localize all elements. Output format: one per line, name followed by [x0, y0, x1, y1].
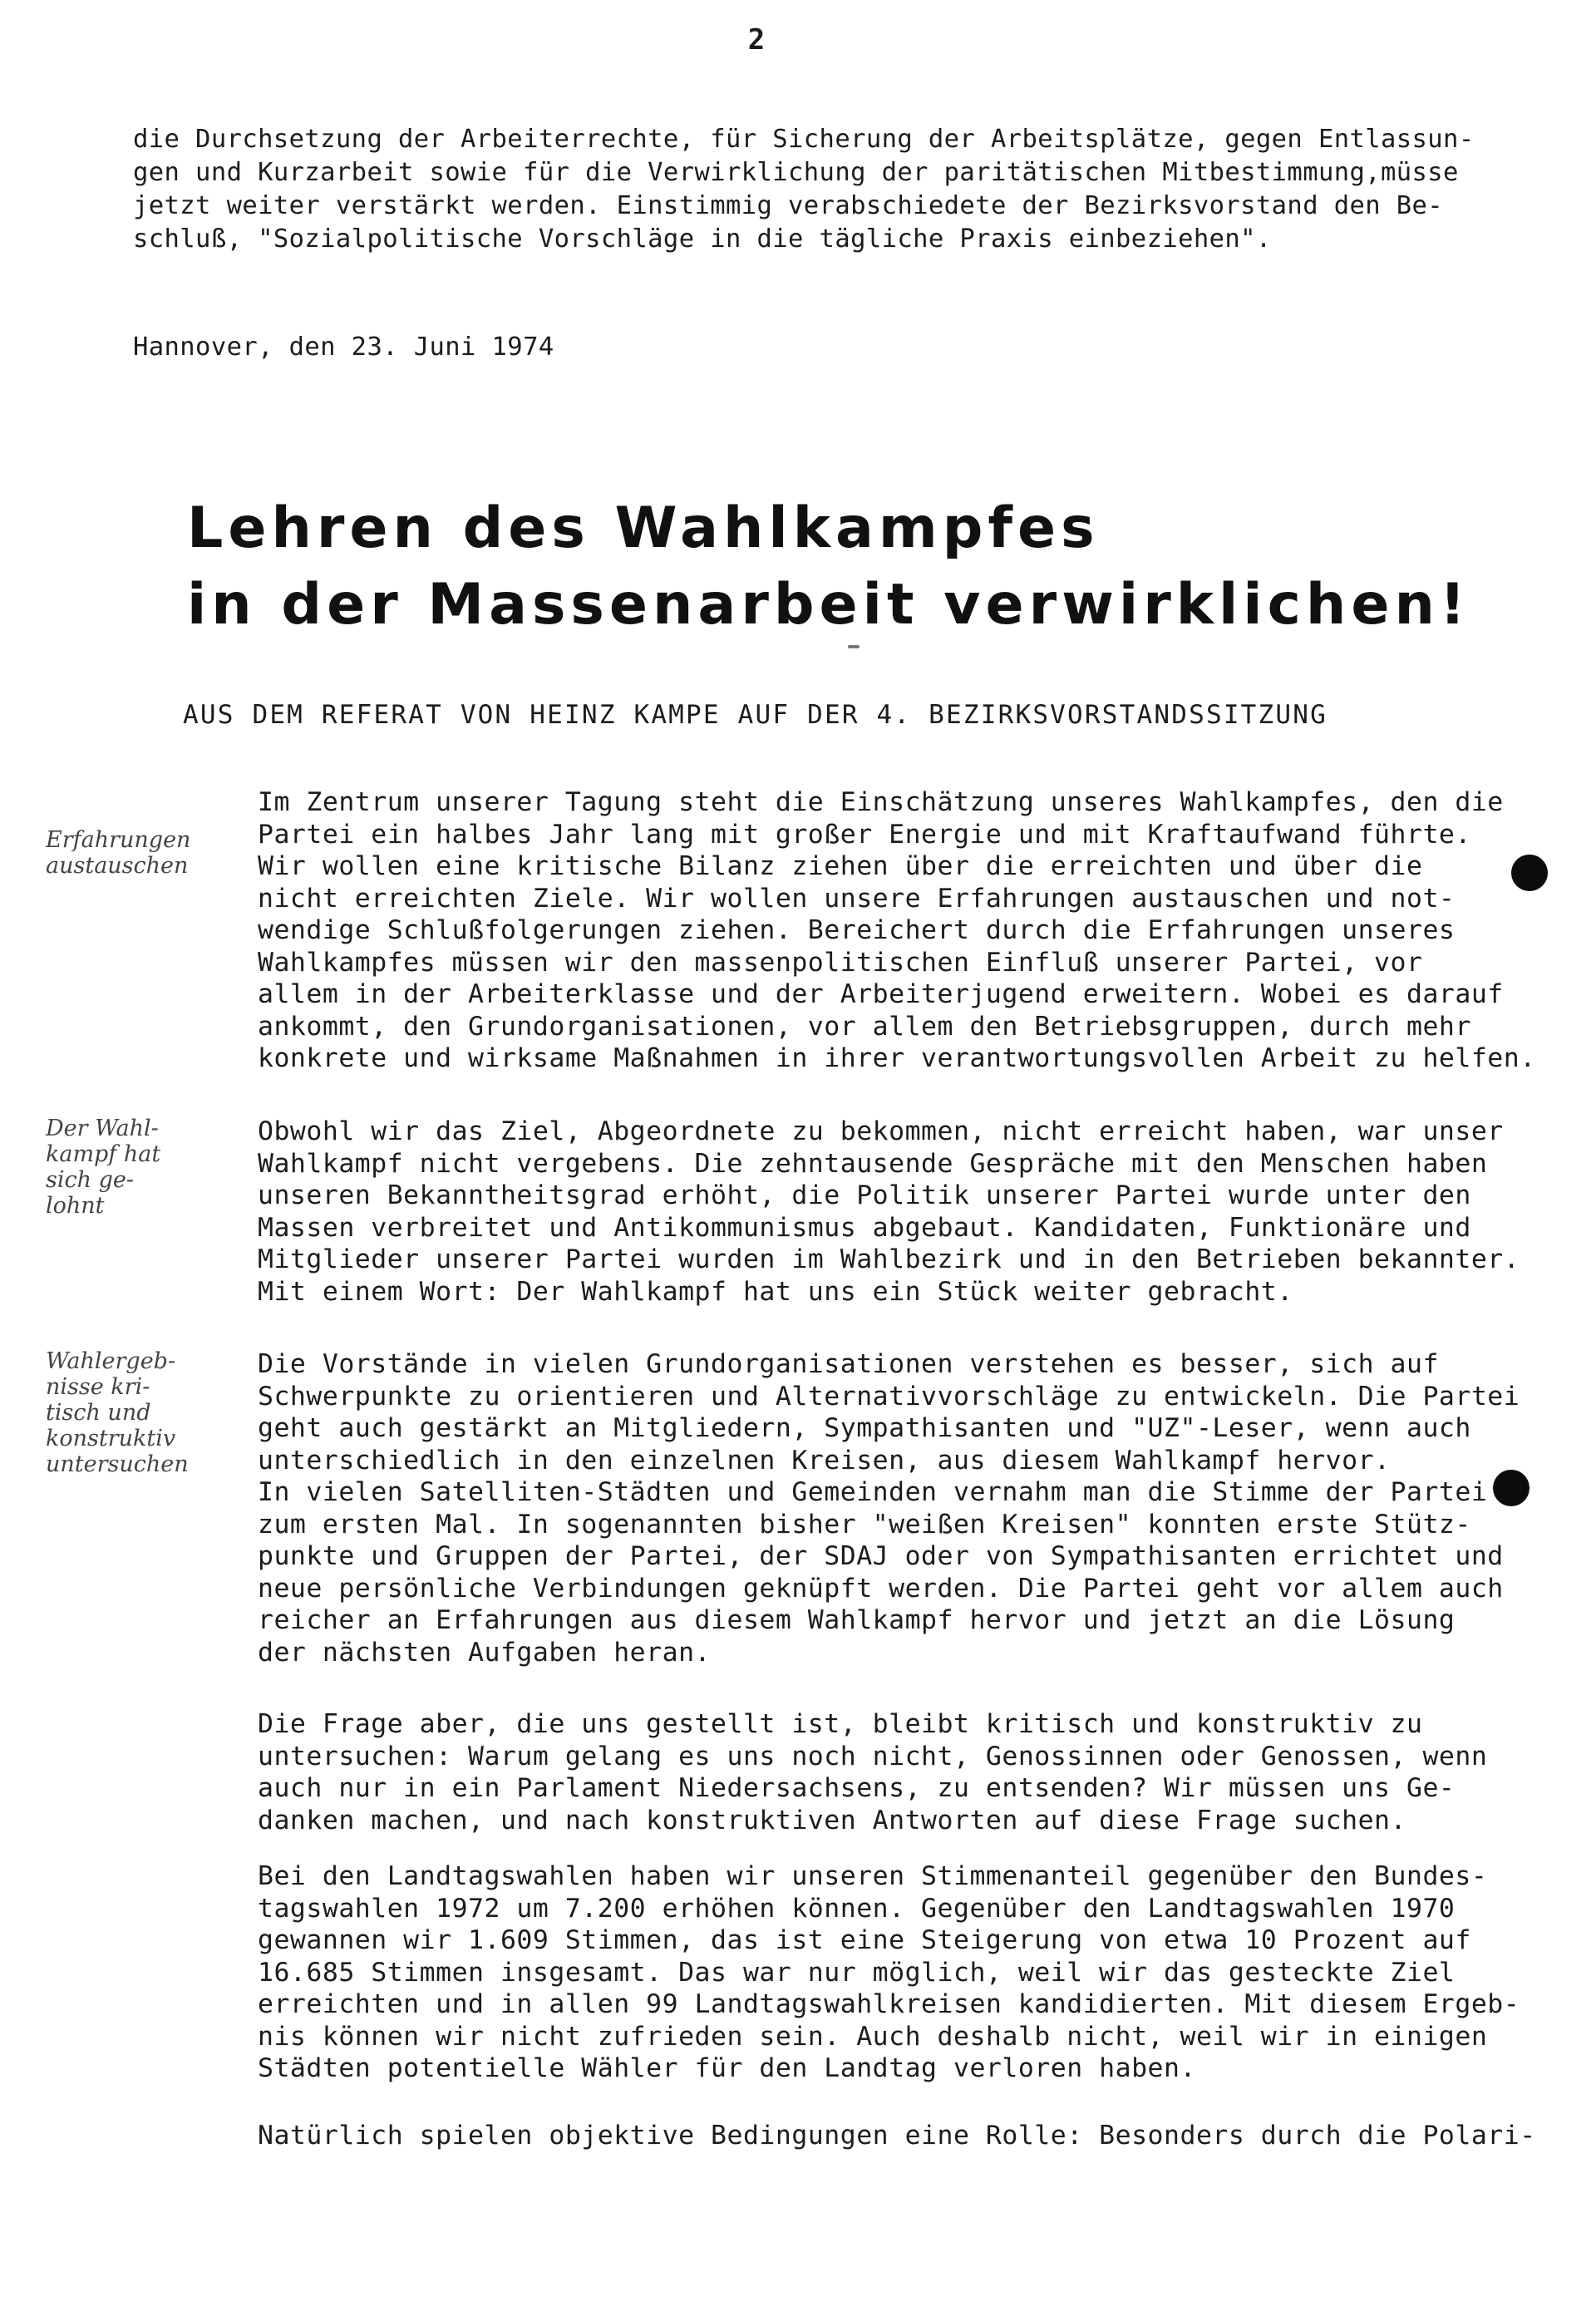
intro-line: jetzt weiter verstärkt werden. Einstimmig verabschiedete der Bezirksvorstand den Be- — [133, 191, 1444, 220]
body-line: Die Vorstände in vielen Grundorganisationen verstehen es besser, sich auf — [258, 1349, 1439, 1379]
margin-note-line: tisch und — [46, 1400, 151, 1426]
body-line: unseren Bekanntheitsgrad erhöht, die Politik unserer Partei wurde unter den — [258, 1180, 1471, 1210]
body-line: unterschiedlich in den einzelnen Kreisen, aus diesem Wahlkampf hervor. — [258, 1445, 1391, 1476]
body-line: Obwohl wir das Ziel, Abgeordnete zu bekommen, nicht erreicht haben, war unser — [258, 1116, 1504, 1146]
margin-note-line: Erfahrungen — [46, 827, 191, 853]
margin-note-line: nisse kri- — [46, 1374, 150, 1400]
margin-note-line: sich ge- — [46, 1167, 134, 1193]
body-line: untersuchen: Warum gelang es uns noch nicht, Genossinnen oder Genossen, wenn — [258, 1741, 1488, 1771]
body-line: der nächsten Aufgaben heran. — [258, 1637, 712, 1668]
margin-note-line: kampf hat — [46, 1141, 161, 1167]
margin-note-line: konstruktiv — [46, 1426, 176, 1451]
punch-hole — [1511, 855, 1548, 891]
margin-note-erfahrungen — [46, 827, 229, 879]
body-line: Die Frage aber, die uns gestellt ist, bleibt kritisch und konstruktiv zu — [258, 1709, 1423, 1739]
headline-line-1: Lehren des Wahlkampfes — [187, 495, 1100, 561]
headline — [187, 490, 1470, 643]
margin-note-line: Wahlergeb- — [46, 1348, 176, 1374]
page-number: 2 — [747, 23, 766, 57]
body-line: Schwerpunkte zu orientieren und Alternativvorschläge zu entwickeln. Die Partei — [258, 1381, 1520, 1412]
body-line: neue persönliche Verbindungen geknüpft werden. Die Partei geht vor allem auch — [258, 1573, 1504, 1604]
body-line: Partei ein halbes Jahr lang mit großer Energie und mit Kraftaufwand führte. — [258, 819, 1471, 850]
paragraph-3 — [258, 1348, 1588, 1668]
margin-note-wahlkampf — [46, 1116, 229, 1219]
intro-paragraph — [133, 123, 1513, 256]
body-line: danken machen, und nach konstruktiven Antworten auf diese Frage suchen. — [258, 1805, 1406, 1835]
subtitle: AUS DEM REFERAT VON HEINZ KAMPE AUF DER 4. BEZIRKSVORSTANDSSITZUNG — [183, 700, 1328, 730]
paragraph-6 — [258, 2120, 1588, 2152]
margin-note-line: Der Wahl- — [46, 1116, 159, 1141]
headline-line-2: in der Massenarbeit verwirklichen! — [187, 572, 1470, 638]
body-line: allem in der Arbeiterklasse und der Arbeiterjugend erweitern. Wobei es darauf — [258, 979, 1504, 1009]
margin-note-line: untersuchen — [46, 1451, 189, 1477]
body-line: gewannen wir 1.609 Stimmen, das ist eine Steigerung von etwa 10 Prozent auf — [258, 1925, 1471, 1955]
intro-line: die Durchsetzung der Arbeiterrechte, für Sicherung der Arbeitsplätze, gegen Entlassun- — [133, 125, 1475, 154]
paragraph-1 — [258, 786, 1588, 1075]
paragraph-4 — [258, 1708, 1588, 1836]
body-line: Wir wollen eine kritische Bilanz ziehen über die erreichten und über die — [258, 851, 1423, 881]
margin-note-wahlergebnisse — [46, 1348, 229, 1477]
body-line: wendige Schlußfolgerungen ziehen. Bereichert durch die Erfahrungen unseres — [258, 915, 1456, 945]
body-line: auch nur in ein Parlament Niedersachsens, zu entsenden? Wir müssen uns Ge- — [258, 1773, 1456, 1803]
body-line: Bei den Landtagswahlen haben wir unseren Stimmenanteil gegenüber den Bundes- — [258, 1861, 1488, 1891]
body-line: Natürlich spielen objektive Bedingungen eine Rolle: Besonders durch die Polari- — [258, 2121, 1536, 2151]
body-line: reicher an Erfahrungen aus diesem Wahlkampf hervor und jetzt an die Lösung — [258, 1605, 1456, 1635]
body-line: Mitglieder unserer Partei wurden im Wahlbezirk und in den Betrieben bekannter. — [258, 1244, 1520, 1274]
intro-line: schluß, "Sozialpolitische Vorschläge in die tägliche Praxis einbeziehen". — [133, 224, 1272, 254]
body-line: Städten potentielle Wähler für den Landtag verloren haben. — [258, 2053, 1196, 2083]
body-line: konkrete und wirksame Maßnahmen in ihrer verantwortungsvollen Arbeit zu helfen. — [258, 1043, 1536, 1073]
place-date: Hannover, den 23. Juni 1974 — [133, 333, 554, 362]
paragraph-5 — [258, 1860, 1588, 2085]
body-line: In vielen Satelliten-Städten und Gemeinden vernahm man die Stimme der Partei — [258, 1477, 1488, 1507]
body-line: 16.685 Stimmen insgesamt. Das war nur möglich, weil wir das gesteckte Ziel — [258, 1957, 1456, 1988]
body-line: zum ersten Mal. In sogenannten bisher "weißen Kreisen" konnten erste Stütz- — [258, 1509, 1471, 1540]
body-line: Mit einem Wort: Der Wahlkampf hat uns ein Stück weiter gebracht. — [258, 1276, 1293, 1307]
margin-note-line: lohnt — [46, 1193, 105, 1219]
body-line: Wahlkampf nicht vergebens. Die zehntausende Gespräche mit den Menschen haben — [258, 1148, 1488, 1179]
body-line: ankommt, den Grundorganisationen, vor allem den Betriebsgruppen, durch mehr — [258, 1011, 1471, 1042]
body-line: tagswahlen 1972 um 7.200 erhöhen können. Gegenüber den Landtagswahlen 1970 — [258, 1893, 1456, 1924]
body-line: geht auch gestärkt an Mitgliedern, Sympathisanten und "UZ"-Leser, wenn auch — [258, 1413, 1471, 1443]
ink-smudge — [848, 645, 860, 648]
body-line: nis können wir nicht zufrieden sein. Auch deshalb nicht, weil wir in einigen — [258, 2021, 1488, 2052]
body-line: Massen verbreitet und Antikommunismus abgebaut. Kandidaten, Funktionäre und — [258, 1212, 1471, 1243]
intro-line: gen und Kurzarbeit sowie für die Verwirklichung der paritätischen Mitbestimmung,müsse — [133, 158, 1459, 187]
body-line: nicht erreichten Ziele. Wir wollen unsere Erfahrungen austauschen und not- — [258, 883, 1456, 914]
punch-hole — [1493, 1470, 1530, 1506]
body-line: punkte und Gruppen der Partei, der SDAJ oder von Sympathisanten errichtet und — [258, 1541, 1504, 1571]
body-line: erreichten und in allen 99 Landtagswahlkreisen kandidierten. Mit diesem Ergeb- — [258, 1989, 1520, 2019]
margin-note-line: austauschen — [46, 853, 189, 879]
body-line: Wahlkampfes müssen wir den massenpolitischen Einfluß unserer Partei, vor — [258, 947, 1423, 978]
body-line: Im Zentrum unserer Tagung steht die Einschätzung unseres Wahlkampfes, den die — [258, 787, 1504, 817]
paragraph-2 — [258, 1116, 1588, 1308]
